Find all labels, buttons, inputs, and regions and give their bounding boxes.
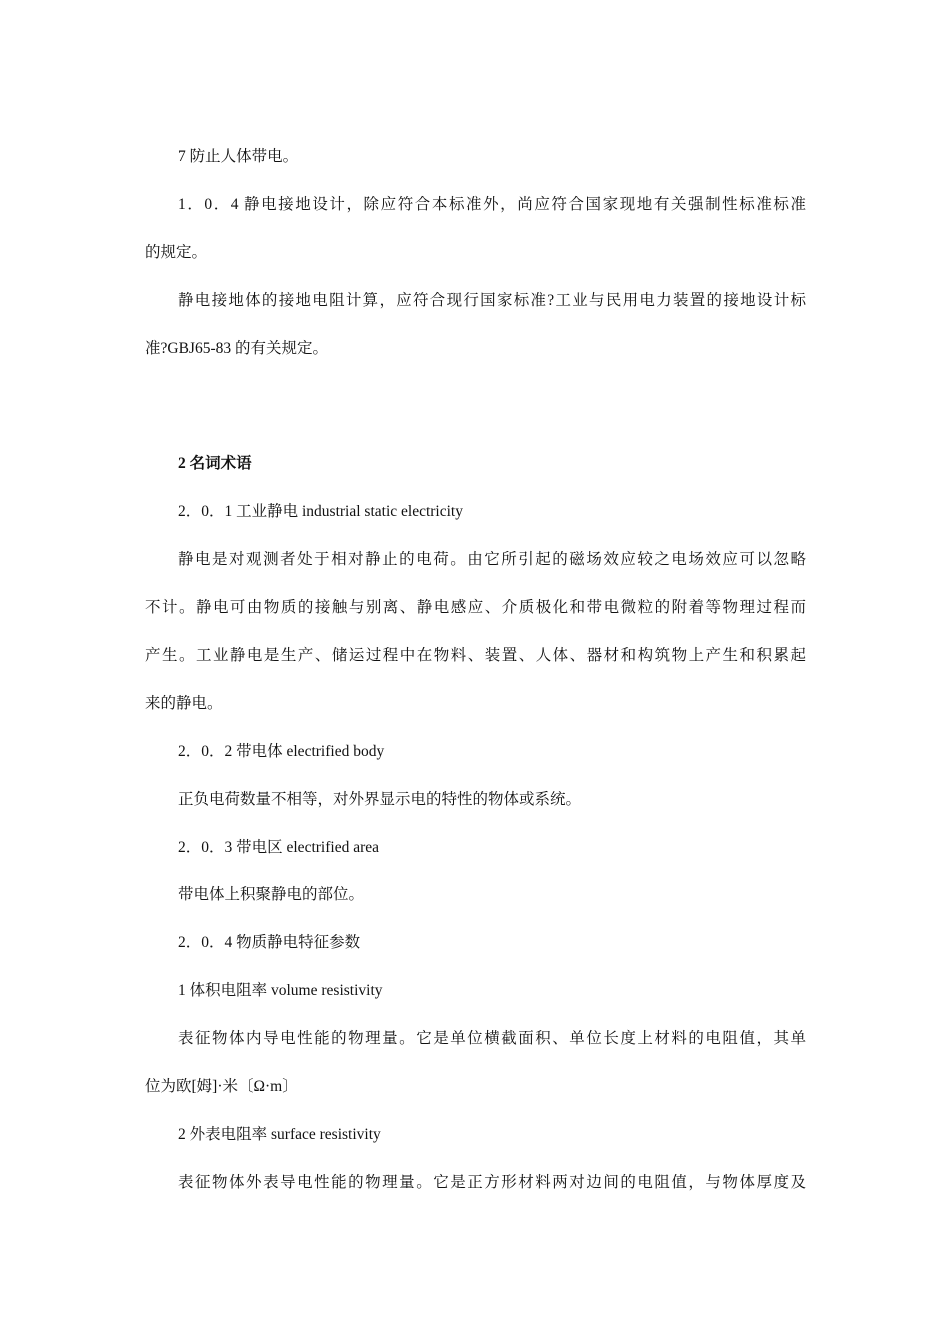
clause-2-0-3-heading: 2．0．3 带电区 electrified area: [178, 839, 379, 856]
volume-resistivity-heading: 1 体积电阻率 volume resistivity: [178, 982, 383, 999]
clause-2-0-2-text: 正负电荷数量不相等，对外界显示电的特性的物体或系统。: [178, 791, 582, 808]
clause-2-0-1-text-line-4: 来的静电。: [145, 695, 223, 712]
clause-2-0-2-heading: 2．0．2 带电体 electrified body: [178, 743, 385, 760]
clause-2-0-4-heading: 2．0．4 物质静电特征参数: [178, 934, 361, 951]
section-heading-terms: 2 名词术语: [178, 455, 252, 472]
surface-resistivity-heading: 2 外表电阻率 surface resistivity: [178, 1126, 381, 1143]
clause-2-0-3-text: 带电体上积聚静电的部位。: [178, 886, 365, 903]
list-item-7: 7 防止人体带电。: [178, 148, 299, 165]
clause-1-0-4-line-1: 1．0．4 静电接地设计，除应符合本标准外，尚应符合国家现地有关强制性标准标准: [178, 196, 806, 213]
grounding-paragraph-line-1: 静电接地体的接地电阻计算，应符合现行国家标准?工业与民用电力装置的接地设计标: [178, 292, 806, 309]
volume-resistivity-text-line-2: 位为欧[姆]·米〔Ω·m〕: [145, 1078, 298, 1095]
clause-2-0-1-heading: 2．0．1 工业静电 industrial static electricity: [178, 503, 463, 520]
volume-resistivity-text-line-1: 表征物体内导电性能的物理量。它是单位横截面积、单位长度上材料的电阻值，其单: [178, 1030, 806, 1047]
clause-2-0-1-text-line-1: 静电是对观测者处于相对静止的电荷。由它所引起的磁场效应较之电场效应可以忽略: [178, 551, 806, 568]
clause-2-0-1-text-line-2: 不计。静电可由物质的接触与别离、静电感应、介质极化和带电微粒的附着等物理过程而: [145, 599, 806, 616]
clause-1-0-4-line-2: 的规定。: [145, 244, 208, 261]
grounding-paragraph-line-2: 准?GBJ65-83 的有关规定。: [145, 340, 328, 357]
surface-resistivity-text-line-1: 表征物体外表导电性能的物理量。它是正方形材料两对边间的电阻值，与物体厚度及: [178, 1174, 806, 1191]
clause-2-0-1-text-line-3: 产生。工业静电是生产、储运过程中在物料、装置、人体、器材和构筑物上产生和积累起: [145, 647, 806, 664]
